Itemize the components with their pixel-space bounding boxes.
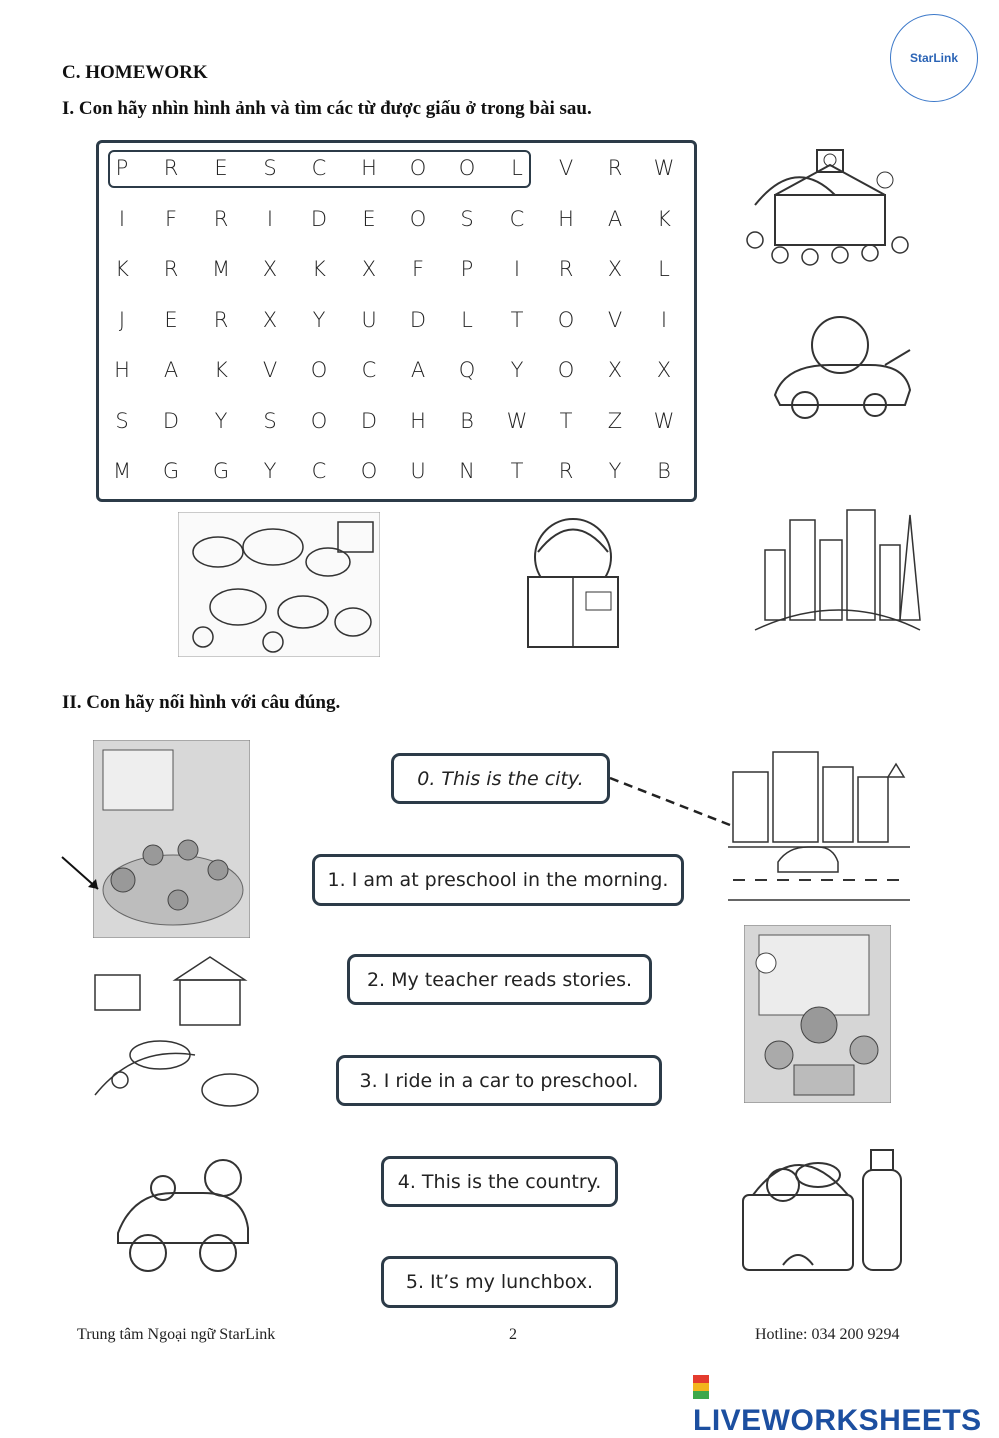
sentence-0: 0. This is the city. bbox=[391, 753, 610, 804]
grid-letter: U bbox=[410, 459, 426, 483]
arrow-icon bbox=[60, 855, 105, 895]
grid-letter: S bbox=[263, 409, 277, 433]
grid-letter: X bbox=[361, 257, 377, 281]
grid-letter: Y bbox=[608, 459, 622, 483]
grid-letter: F bbox=[411, 257, 425, 281]
grid-letter: C bbox=[311, 156, 327, 180]
grid-letter: E bbox=[214, 156, 228, 180]
grid-letter: O bbox=[310, 358, 328, 382]
classroom-story-picture bbox=[93, 740, 250, 938]
grid-letter: I bbox=[118, 207, 126, 231]
grid-letter: P bbox=[115, 156, 129, 180]
grid-letter: L bbox=[658, 257, 670, 281]
grid-letter: O bbox=[409, 156, 427, 180]
grid-letter: X bbox=[262, 308, 278, 332]
footer-hotline: Hotline: 034 200 9294 bbox=[755, 1326, 900, 1343]
grid-letter: S bbox=[263, 156, 277, 180]
grid-letter: W bbox=[653, 156, 675, 180]
child-reading-picture bbox=[508, 512, 638, 652]
grid-letter: Q bbox=[458, 358, 476, 382]
teacher-reading-picture bbox=[744, 925, 891, 1103]
grid-letter: I bbox=[660, 308, 668, 332]
sentence-5: 5. It’s my lunchbox. bbox=[381, 1256, 618, 1308]
grid-letter: R bbox=[558, 459, 574, 483]
grid-letter: G bbox=[212, 459, 230, 483]
grid-letter: K bbox=[214, 358, 228, 382]
grid-letter: C bbox=[509, 207, 525, 231]
grid-letter: D bbox=[409, 308, 427, 332]
grid-letter: B bbox=[657, 459, 671, 483]
farm-animals-picture bbox=[178, 512, 380, 657]
example-connector-line bbox=[605, 770, 735, 830]
grid-letter: R bbox=[213, 308, 229, 332]
grid-letter: K bbox=[312, 257, 326, 281]
grid-letter: R bbox=[558, 257, 574, 281]
footer-center-name: Trung tâm Ngoại ngữ StarLink bbox=[77, 1326, 276, 1343]
car-ride-picture bbox=[108, 1158, 253, 1283]
grid-letter: F bbox=[164, 207, 178, 231]
grid-letter: V bbox=[262, 358, 278, 382]
grid-letter: X bbox=[262, 257, 278, 281]
grid-letter: P bbox=[460, 257, 474, 281]
grid-letter: Y bbox=[510, 358, 524, 382]
grid-letter: T bbox=[510, 459, 524, 483]
grid-letter: J bbox=[118, 308, 126, 332]
grid-letter: L bbox=[461, 308, 473, 332]
grid-letter: R bbox=[163, 156, 179, 180]
grid-letter: V bbox=[558, 156, 574, 180]
brand-text: LIVEWORKSHEETS bbox=[693, 1404, 982, 1437]
grid-letter: D bbox=[310, 207, 328, 231]
grid-letter: O bbox=[409, 207, 427, 231]
grid-letter: Z bbox=[607, 409, 623, 433]
grid-letter: G bbox=[162, 459, 180, 483]
grid-letter: X bbox=[656, 358, 672, 382]
starlink-logo bbox=[890, 14, 978, 102]
city-street-picture bbox=[728, 742, 910, 902]
logo-text: StarLink bbox=[909, 51, 958, 65]
grid-letter: E bbox=[164, 308, 178, 332]
grid-letter: H bbox=[410, 409, 426, 433]
grid-letter: K bbox=[115, 257, 129, 281]
grid-letter: R bbox=[163, 257, 179, 281]
grid-letter: D bbox=[360, 409, 378, 433]
grid-letter: M bbox=[112, 459, 132, 483]
grid-letter: C bbox=[311, 459, 327, 483]
grid-letter: R bbox=[213, 207, 229, 231]
grid-letter: L bbox=[511, 156, 523, 180]
grid-letter: A bbox=[410, 358, 426, 382]
grid-letter: W bbox=[506, 409, 528, 433]
grid-letter: M bbox=[211, 257, 231, 281]
grid-letter: H bbox=[114, 358, 130, 382]
footer-page-number: 2 bbox=[509, 1326, 517, 1343]
grid-letter: B bbox=[460, 409, 474, 433]
section-title: C. HOMEWORK bbox=[62, 62, 208, 83]
grid-letter: Y bbox=[263, 459, 277, 483]
grid-letter: S bbox=[115, 409, 129, 433]
grid-letter: A bbox=[607, 207, 623, 231]
part1-instruction: I. Con hãy nhìn hình ảnh và tìm các từ được giấu ở trong bài sau. bbox=[62, 98, 592, 119]
grid-letter: H bbox=[558, 207, 574, 231]
grid-letter: X bbox=[607, 257, 623, 281]
countryside-picture bbox=[90, 955, 260, 1125]
grid-letter: O bbox=[360, 459, 378, 483]
grid-letter: T bbox=[559, 409, 573, 433]
grid-letter: S bbox=[460, 207, 474, 231]
grid-letter: O bbox=[557, 308, 575, 332]
grid-letter: C bbox=[361, 358, 377, 382]
sentence-1: 1. I am at preschool in the morning. bbox=[312, 854, 684, 906]
city-skyline-picture bbox=[750, 490, 925, 640]
liveworksheets-logo bbox=[693, 1370, 999, 1438]
grid-letter: E bbox=[362, 207, 376, 231]
grid-letter: Y bbox=[214, 409, 228, 433]
grid-letter: Y bbox=[312, 308, 326, 332]
brand-mark-icon bbox=[693, 1375, 709, 1399]
grid-letter: U bbox=[361, 308, 377, 332]
grid-letter: R bbox=[607, 156, 623, 180]
grid-letter: T bbox=[510, 308, 524, 332]
grid-letter: D bbox=[162, 409, 180, 433]
lunchbox-picture bbox=[728, 1145, 910, 1280]
grid-letter: W bbox=[653, 409, 675, 433]
grid-letter: V bbox=[607, 308, 623, 332]
grid-letter: I bbox=[266, 207, 274, 231]
grid-letter: N bbox=[459, 459, 475, 483]
grid-letter: I bbox=[513, 257, 521, 281]
part2-instruction: II. Con hãy nối hình với câu đúng. bbox=[62, 692, 341, 713]
preschool-picture bbox=[735, 145, 920, 285]
sentence-3: 3. I ride in a car to preschool. bbox=[336, 1055, 662, 1106]
grid-letter: K bbox=[657, 207, 671, 231]
grid-letter: O bbox=[557, 358, 575, 382]
grid-letter: X bbox=[607, 358, 623, 382]
grid-letter: O bbox=[458, 156, 476, 180]
sentence-4: 4. This is the country. bbox=[381, 1156, 618, 1207]
grid-letter: O bbox=[310, 409, 328, 433]
grid-letter: A bbox=[163, 358, 179, 382]
child-in-car-picture bbox=[760, 305, 920, 430]
sentence-2: 2. My teacher reads stories. bbox=[347, 954, 652, 1005]
grid-letter: H bbox=[361, 156, 377, 180]
